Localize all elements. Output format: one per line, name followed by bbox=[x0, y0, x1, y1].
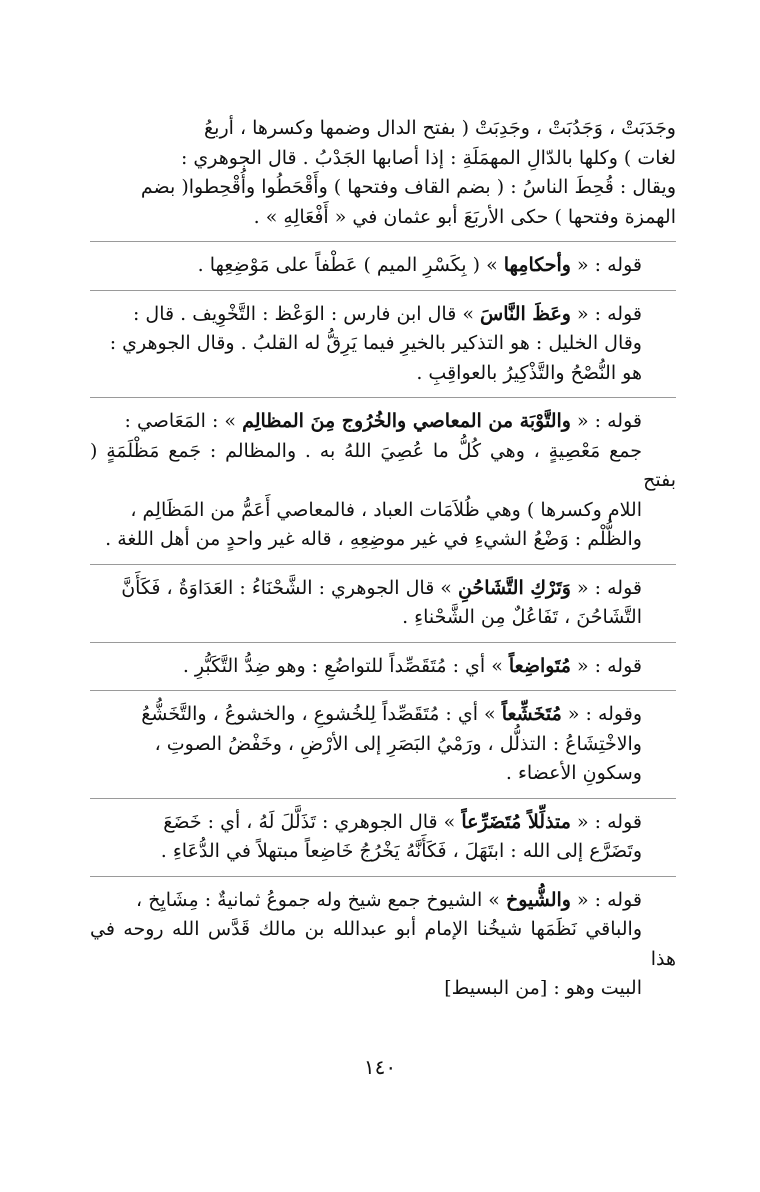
paragraph bbox=[90, 407, 676, 555]
text-line: وجَدَبَتْ ، وَجَدُبَتْ ، وجَدِبَتْ ( بفتح الدال وضمها وكسرها ، أربعُ bbox=[204, 117, 676, 139]
text-line: والباقي نَظَمَها شيخُنا الإمام أبو عبدالله بن مالك قَدَّس الله روحه في هذا bbox=[90, 918, 676, 970]
paragraph bbox=[90, 300, 676, 389]
divider bbox=[90, 564, 676, 565]
text-line: والاخْتِشَاعُ : التذلُّل ، ورَمْيُ البَصَرِ إلى الأرْضِ ، وخَفْضُ الصوتِ ، bbox=[154, 732, 642, 755]
commentary-text: » : المَعَاصي : bbox=[124, 410, 243, 432]
text-line: وقال الخليل : هو التذكير بالخيرِ فيما يَرِقُّ له القلبُ . وقال الجوهري : bbox=[109, 332, 642, 354]
text-line bbox=[90, 574, 676, 604]
divider bbox=[90, 397, 676, 398]
commentary-text: » قال الجوهري : تَذَلَّلَ لَهُ ، أي : خَضَعَ bbox=[163, 810, 462, 833]
text-line bbox=[90, 808, 676, 838]
divider bbox=[90, 798, 676, 799]
page-number: ١٤٠ bbox=[363, 1055, 397, 1079]
text-line: هو النُّصْحُ والتَّذْكِيرُ بالعواقِبِ . bbox=[416, 361, 642, 384]
quoted-term: وعَظَ النَّاسَ bbox=[480, 302, 571, 325]
paragraph bbox=[90, 886, 676, 1004]
text-line bbox=[90, 700, 676, 730]
paragraph bbox=[90, 574, 676, 633]
text-line: والظُّلْم : وَضْعُ الشيءِ في غير موضِعِهِ ، قاله غير واحدٍ من أهل اللغة . bbox=[105, 528, 642, 550]
quoted-term: والشُّيوخ bbox=[505, 888, 571, 911]
paragraph bbox=[90, 114, 676, 232]
text-line: ويقال : قُحِطَ الناسُ : ( بضم القاف وفتحها ) وأَقْحَطُوا وأُقْحِطوا( بضم bbox=[140, 176, 676, 198]
quoted-term: والتَّوْبَة من المعاصي والخُرُوج مِنَ المظالِم bbox=[242, 410, 571, 432]
lead-text: قوله : « bbox=[570, 302, 642, 325]
text-line bbox=[90, 407, 676, 437]
commentary-text: » قال ابن فارس : الوَعْظ : التَّخْوِيف . قال : bbox=[132, 302, 481, 325]
divider bbox=[90, 690, 676, 691]
commentary-text: » أي : مُتَقَصِّداً للتواضُعِ : وهو ضِدُّ التَّكَبُّرِ . bbox=[182, 654, 509, 677]
paragraph bbox=[90, 652, 676, 682]
lead-text: قوله : « bbox=[570, 810, 642, 833]
text-line: وتَضَرَّع إلى الله : ابتَهَلَ ، فَكَأَنَّهُ يَخْرُجُ خَاضِعاً مبتهلاً في الدُّعَاءِ . bbox=[160, 840, 642, 862]
text-block bbox=[90, 114, 676, 1013]
paragraph bbox=[90, 808, 676, 867]
text-line bbox=[90, 300, 676, 330]
quoted-term: مُتَواضِعاً bbox=[508, 654, 571, 677]
quoted-term: مُتَخَشِّعاً bbox=[501, 703, 562, 725]
text-line: اللام وكسرها ) وهي ظُلاَمَات العباد ، فالمعاصي أَعَمُّ من المَظَالِم ، bbox=[130, 498, 642, 521]
divider bbox=[90, 241, 676, 242]
lead-text: وقوله : « bbox=[561, 703, 642, 725]
text-line: البيت وهو : [من البسيط] bbox=[444, 977, 642, 999]
divider bbox=[90, 876, 676, 877]
text-line bbox=[90, 886, 676, 916]
lead-text: قوله : « bbox=[570, 576, 642, 599]
divider bbox=[90, 290, 676, 291]
commentary-text: » الشيوخ جمع شيخ وله جموعُ ثمانيةٌ : مِشَايِخ ، bbox=[136, 888, 506, 911]
divider bbox=[90, 642, 676, 643]
quoted-term: وَتَرْكِ التَّشَاحُنِ bbox=[457, 576, 571, 599]
paragraph bbox=[90, 251, 676, 281]
quoted-term: وأحكامِها bbox=[503, 254, 571, 276]
text-line: وسكونِ الأعضاء . bbox=[505, 762, 642, 784]
lead-text: قوله : « bbox=[570, 254, 642, 276]
text-line bbox=[90, 251, 676, 281]
commentary-text: » ( بِكَسْرِ الميم ) عَطْفاً على مَوْضِعِها . bbox=[197, 254, 504, 276]
lead-text: قوله : « bbox=[570, 654, 642, 677]
text-line bbox=[90, 652, 676, 682]
text-line: لغات ) وكلها بالدّالِ المهمَلَةِ : إذا أصابها الجَدْبُ . قال الجوهري : bbox=[180, 146, 676, 169]
commentary-text: » أي : مُتَقَصِّداً لِلخُشوعِ ، والخشوعُ ، والتَّخَشُّعُ bbox=[141, 703, 502, 725]
quoted-term: متذلِّلاً مُتَضَرِّعاً bbox=[461, 810, 571, 833]
text-line: التَّشَاحُنَ ، تَفَاعُلٌ مِن الشَّحْناءِ . bbox=[402, 606, 642, 628]
commentary-text: » قال الجوهري : الشَّحْنَاءُ : العَدَاوَةُ ، فَكَأَنَّ bbox=[121, 576, 458, 599]
text-line: الهمزة وفتحها ) حكى الأربَعَ أبو عثمان في « أَفْعَالِهِ » . bbox=[253, 205, 676, 228]
lead-text: قوله : « bbox=[570, 410, 642, 432]
text-line: جمع مَعْصِيةٍ ، وهي كُلُّ ما عُصِيَ اللهُ به . والمظالم : جَمع مَظْلَمَةٍ ( بفتح bbox=[90, 439, 676, 491]
lead-text: قوله : « bbox=[570, 888, 642, 911]
paragraph bbox=[90, 700, 676, 789]
